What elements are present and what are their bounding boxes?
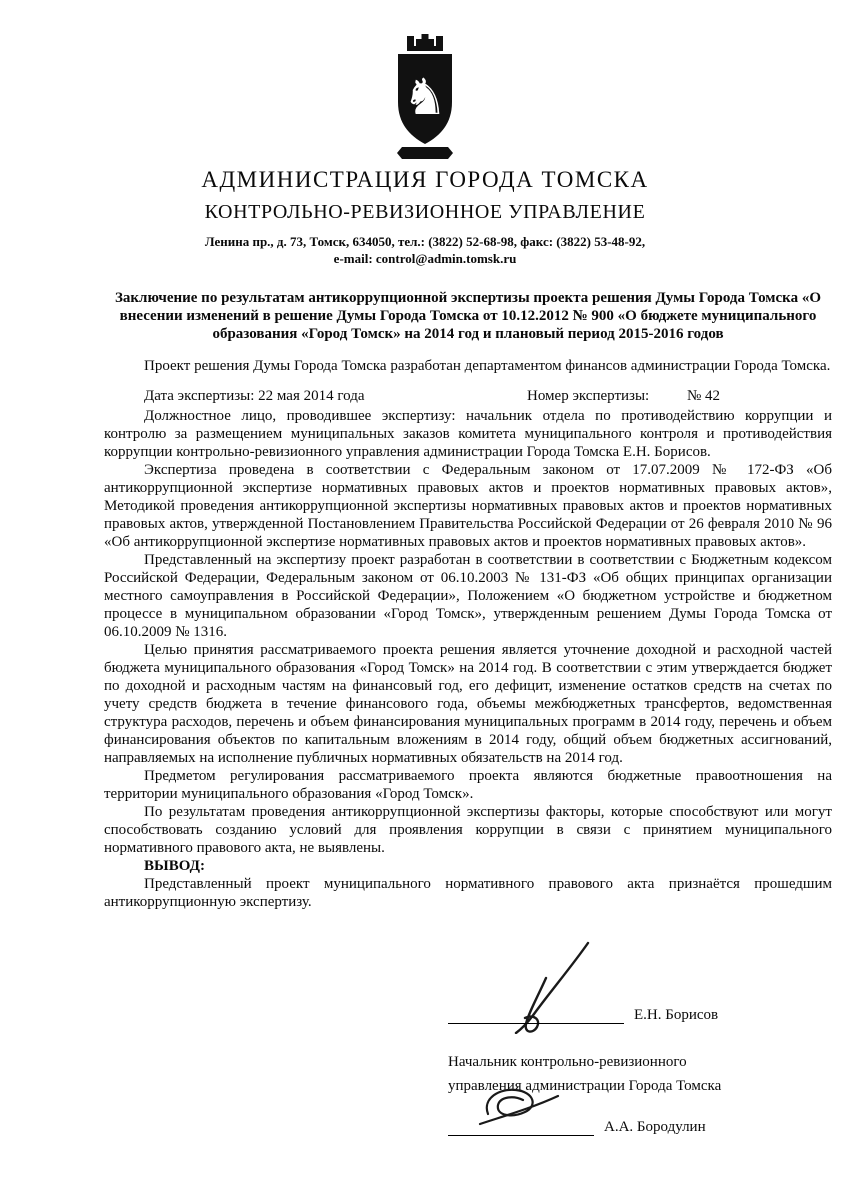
official-title [448, 1050, 721, 1098]
expertise-meta-line [104, 387, 832, 405]
paragraph-legal-basis: Экспертиза проведена в соответствии с Федеральным законом от 17.07.2009 № 172-ФЗ «Об антикоррупционной экспертизе нормативных правовых актов и проектов нормативных правовых актов», Методикой проведения антикоррупционной экспертизы нормативных правовых актов и проектов нормативных правовых актов, утвержденной Постановлением Правительства Российской Федерации от 26 февраля 2010 № 96 «Об антикоррупционной экспертизе нормативных правовых актов и проектов нормативных правовых актов». [104, 461, 832, 550]
paragraph-findings: По результатам проведения антикоррупционной экспертизы факторы, которые способствуют или могут способствовать созданию условий для проявления коррупции в связи с принятием муниципального нормативного правового акта, не выявлены. [104, 803, 832, 856]
conclusion-label: ВЫВОД: [144, 857, 205, 874]
signature-row-head [448, 1118, 706, 1136]
crown-icon [407, 34, 443, 51]
signature-row-expert [448, 1006, 718, 1024]
letterhead [0, 0, 850, 267]
org-email: e-mail: control@admin.tomsk.ru [333, 251, 517, 267]
document-body [104, 289, 832, 911]
head-name: А.А. Бородулин [604, 1119, 706, 1135]
signature-line [448, 1118, 594, 1136]
paragraph-compliance: Представленный на экспертизу проект разработан в соответствии в соответствии с Бюджетным кодексом Российской Федерации, Федеральным законом от 06.10.2003 № 131-ФЗ «Об общих принципах организации местного самоуправления в Российской Федерации», Положением «О бюджетном устройстве и бюджетном процессе в муниципальном образовании «Город Томск», утвержденным решением Думы Города Томска от 06.10.2009 № 1316. [104, 551, 832, 640]
document-title: Заключение по результатам антикоррупционной экспертизы проекта решения Думы Города Томска «О внесении изменений в решение Думы Города Томска от 10.12.2012 № 900 «О бюджете муниципального образования «Город Томск» на 2014 год и плановый период 2015-2016 годов [115, 289, 821, 342]
org-name: АДМИНИСТРАЦИЯ ГОРОДА ТОМСКА [201, 167, 649, 192]
expertise-date: Дата экспертизы: 22 мая 2014 года [144, 387, 365, 404]
ribbon-shape [397, 147, 453, 159]
official-title-line2: управления администрации Города Томска [448, 1078, 722, 1094]
paragraph-conclusion: Представленный проект муниципального нормативного правового акта признаётся прошедшим антикоррупционную экспертизу. [104, 875, 832, 910]
paragraph-subject: Предметом регулирования рассматриваемого проекта являются бюджетные правоотношения на территории муниципального образования «Город Томск». [104, 767, 832, 802]
tomsk-coat-of-arms-icon [390, 34, 460, 160]
paragraph-official: Должностное лицо, проводившее экспертизу: начальник отдела по противодействию коррупции и контролю за размещением муниципальных заказов комитета муниципального контроля и противодействия коррупции контрольно-ревизионного управления администрации Города Томска Е.Н. Борисов. [104, 407, 832, 460]
signature-line [448, 1006, 624, 1024]
horse-icon: ♞ [402, 68, 448, 126]
expertise-number-value: № 42 [687, 387, 721, 404]
paragraph-developer: Проект решения Думы Города Томска разработан департаментом финансов администрации Города Томска. [144, 357, 831, 374]
dept-name: КОНТРОЛЬНО-РЕВИЗИОННОЕ УПРАВЛЕНИЕ [204, 200, 646, 223]
expertise-number-label: Номер экспертизы: [527, 387, 650, 404]
official-title-line1: Начальник контрольно-ревизионного [448, 1054, 687, 1070]
paragraph-goal: Целью принятия рассматриваемого проекта решения является уточнение доходной и расходной частей бюджета муниципального образования «Город Томск» на 2014 год. В соответствии с этим утверждается бюджет по доходной и расходным частям на финансовый год, его дефицит, изменение остатков средств на счетах по учету средств бюджета в течение финансового года, объемы межбюджетных трансфертов, ведомственная структура расходов, перечень и объем финансирования муниципальных программ в 2014 году, перечень и объем финансирования объектов по капитальным вложениям в 2014 году, общий объем бюджетных ассигнований, направляемых на исполнение публичных нормативных обязательств на 2014 год. [104, 641, 832, 766]
org-address: Ленина пр., д. 73, Томск, 634050, тел.: (3822) 52-68-98, факс: (3822) 53-48-92, [204, 233, 646, 249]
expert-name: Е.Н. Борисов [634, 1007, 719, 1023]
